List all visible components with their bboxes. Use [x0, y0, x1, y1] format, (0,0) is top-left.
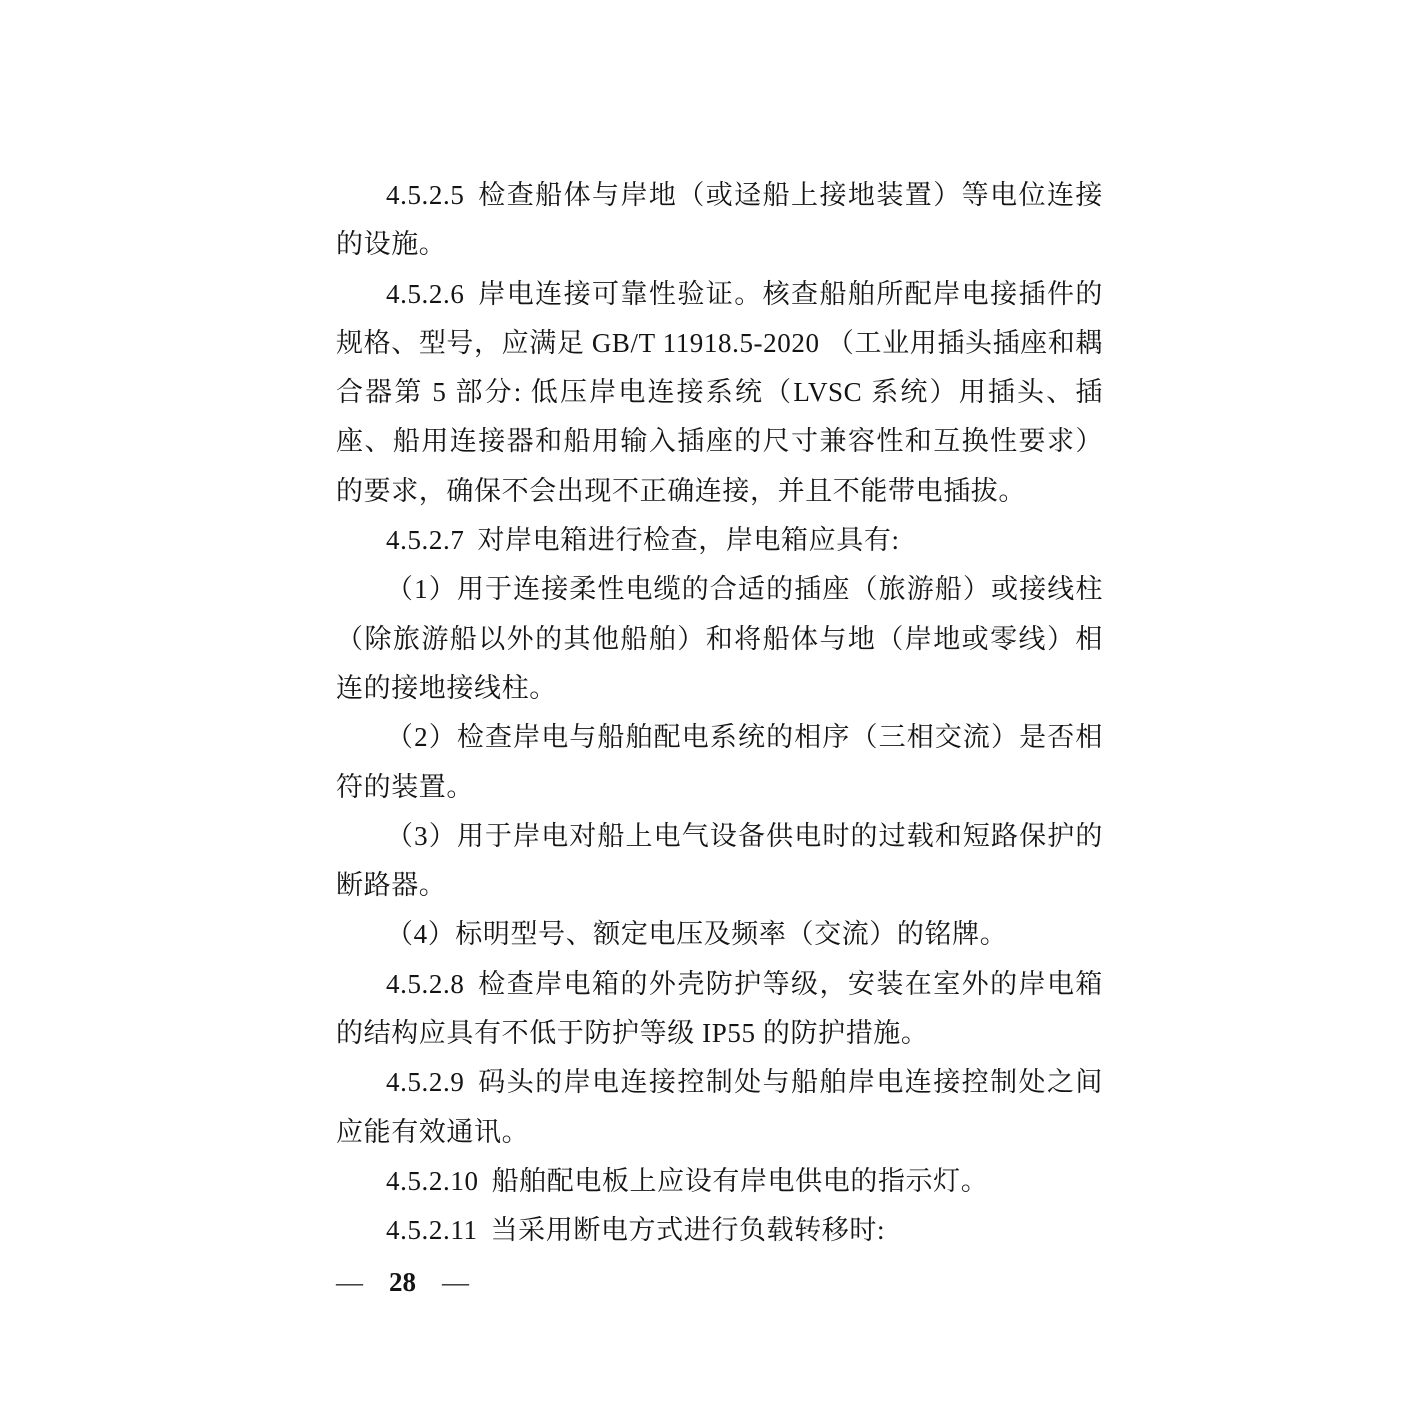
- paragraph-4-5-2-5: [336, 171, 1103, 270]
- page-number: 28: [389, 1266, 416, 1297]
- clause-text: （2）检查岸电与船舶配电系统的相序（三相交流）是否相符的装置。: [336, 722, 1103, 802]
- clause-number: 4.5.2.10: [386, 1165, 479, 1196]
- paragraph-4-5-2-10: [336, 1157, 1103, 1206]
- clause-text: （3）用于岸电对船上电气设备供电时的过载和短路保护的断路器。: [336, 820, 1103, 901]
- clause-text: （4）标明型号、额定电压及频率（交流）的铭牌。: [386, 919, 1008, 950]
- clause-text: 码头的岸电连接控制处与船舶岸电连接控制处之间应能有效通讯。: [336, 1067, 1103, 1147]
- clause-number: 4.5.2.6: [386, 278, 465, 309]
- footer-dash-right: —: [442, 1266, 469, 1297]
- paragraph-4-5-2-6: [336, 270, 1103, 516]
- clause-text: 检查岸电箱的外壳防护等级，安装在室外的岸电箱的结构应具有不低于防护等级 IP55 的防护措施。: [336, 968, 1103, 1049]
- list-item-4: [336, 910, 1103, 959]
- page-footer: [336, 1266, 1103, 1298]
- clause-text: 岸电连接可靠性验证。核查船舶所配岸电接插件的规格、型号，应满足 GB/T 11918.5-2020 （工业用插头插座和耦合器第 5 部分: 低压岸电连接系统（LVSC 系统）用插头、插座、船用连接器和船用输入插座的尺寸兼容性和互换性要求）的要求，确保不会出现不正确连接，并且不能带电插拔。: [336, 278, 1103, 506]
- clause-text: 检查船体与岸地（或迳船上接地装置）等电位连接的设施。: [336, 180, 1103, 260]
- paragraph-4-5-2-8: [336, 960, 1103, 1059]
- clause-number: 4.5.2.5: [386, 180, 465, 210]
- paragraph-4-5-2-11: [336, 1206, 1103, 1255]
- clause-text: 当采用断电方式进行负载转移时:: [490, 1215, 886, 1246]
- clause-number: 4.5.2.9: [386, 1067, 465, 1098]
- list-item-1: [336, 565, 1103, 713]
- clause-number: 4.5.2.8: [386, 968, 465, 999]
- list-item-3: [336, 812, 1103, 911]
- list-item-2: [336, 713, 1103, 812]
- clause-number: 4.5.2.11: [386, 1215, 478, 1246]
- paragraph-4-5-2-9: [336, 1058, 1103, 1157]
- document-body: [336, 171, 1103, 1256]
- footer-dash-left: —: [336, 1266, 363, 1297]
- clause-text: 对岸电箱进行检查，岸电箱应具有:: [477, 525, 900, 556]
- paragraph-4-5-2-7: [336, 516, 1103, 565]
- clause-number: 4.5.2.7: [386, 525, 465, 556]
- clause-text: 船舶配电板上应设有岸电供电的指示灯。: [491, 1165, 989, 1196]
- clause-text: （1）用于连接柔性电缆的合适的插座（旅游船）或接线柱（除旅游船以外的其他船舶）和将船体与地（岸地或零线）相连的接地接线柱。: [336, 574, 1103, 703]
